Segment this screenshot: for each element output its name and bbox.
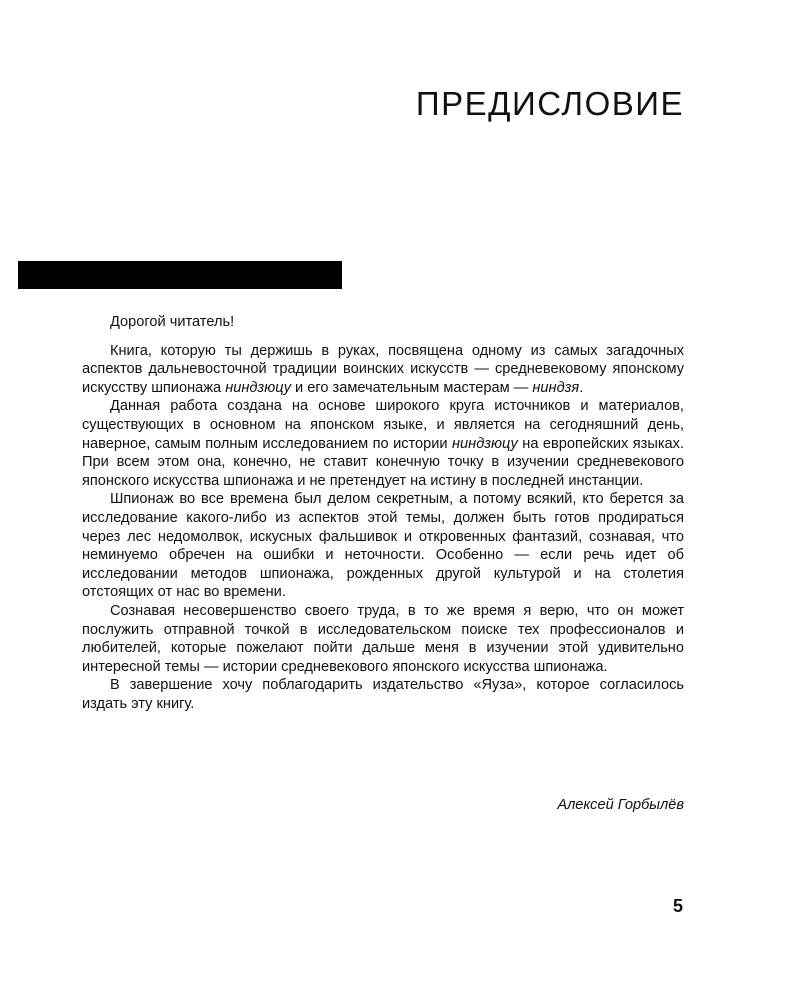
salutation: Дорогой читатель! — [110, 314, 235, 330]
author-signature: Алексей Горбылёв — [557, 797, 684, 813]
paragraph-1-text-c: . — [579, 379, 584, 396]
paragraph-4: Сознавая несовершенство своего труда, в то же время я верю, что он может послужить отправной точкой в исследовательском поиске тех профессионалов и любителей, которые пожелают пойти дальше меня в изучении этой удивительно интересной темы — истории средневекового японского искусства шпионажа. — [82, 602, 684, 675]
paragraph-1-text-a: Книга, которую ты держишь в руках, посвящена одному из самых загадочных аспектов дальневосточной традиции воинских искусств — средневековому японскому искусству шпионажа — [82, 342, 684, 396]
term-ninjutsu: ниндзюцу — [452, 435, 518, 452]
paragraph-1-text-b: и его замечательным мастерам — — [291, 379, 533, 396]
paragraph-1 — [82, 342, 684, 398]
body-text — [82, 313, 684, 713]
page-number: 5 — [672, 896, 683, 916]
paragraph-2-text-b: на европейских языках. При всем этом она, конечно, не ставит конечную точку в изучении средневекового японского искусства шпионажа и не претендует на истину в последней инстанции. — [82, 435, 684, 489]
paragraph-2-text-a: Данная работа создана на основе широкого круга источников и материалов, существующих в основном на японском языке, и является на сегодняшний день, наверное, самым полным исследованием по истории — [82, 398, 684, 452]
paragraph-5: В завершение хочу поблагодарить издательство «Яуза», которое согласилось издать эту книгу. — [82, 677, 684, 712]
term-ninjutsu: ниндзюцу — [225, 379, 291, 396]
paragraph-3: Шпионаж во все времена был делом секретным, а потому всякий, кто берется за исследование какого-либо из аспектов этой темы, должен быть готов продираться через лес недомолвок, искусных фальшивок и откровенных фантазий, сознавая, что неминуемо обречен на ошибки и неточности. Особенно — если речь идет об исследовании методов шпионажа, рожденных другой культурой и на столетия отстоящих от нас во времени. — [82, 491, 684, 601]
term-ninja: ниндзя — [532, 379, 580, 396]
decorative-black-bar — [18, 261, 342, 289]
paragraph-2 — [82, 397, 684, 490]
chapter-title: ПРЕДИСЛОВИЕ — [415, 85, 684, 122]
